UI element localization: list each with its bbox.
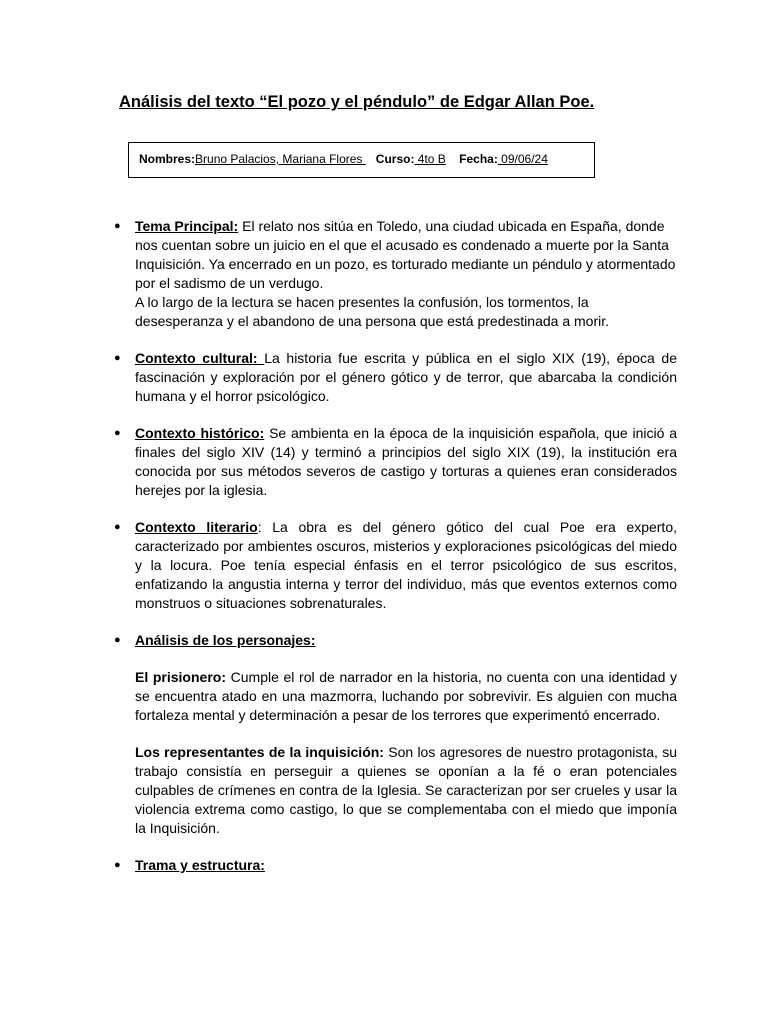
tema-label: Tema Principal: [135,218,239,234]
literario-text: : La obra es del género gótico del cual Poe era experto, caracterizado por ambientes oscuros, misterios y exploraciones psicológicas del miedo y la locura. Poe tenía especial énfasis en el terror psicológico de sus escritos, enfatizando la angustia interna y terror del individuo, más que eventos externos como monstruos o situaciones sobrenaturales. [135,519,677,611]
list-item-contexto-literario [114,518,677,613]
document-title: Análisis del texto “El pozo y el péndulo” de Edgar Allan Poe. [119,93,595,111]
bullet-icon: ● [114,859,121,871]
historico-text: Se ambienta en la época de la inquisición española, que inició a finales del siglo XIV (14) y terminó a principios del siglo XIX (19), la institución era conocida por sus métodos severos de castigo y torturas a quienes eran considerados herejes por la iglesia. [135,425,677,498]
trama-heading [135,856,677,875]
bullet-icon: ● [114,352,121,364]
literario-label: Contexto literario [135,519,258,535]
list-item-contexto-cultural [114,349,677,406]
student-info-line [139,152,548,166]
bullet-icon: ● [114,427,121,439]
analysis-list [114,217,678,893]
nombres-label: Nombres: [139,152,196,166]
curso-label: Curso: [375,152,415,166]
historico-label: Contexto histórico: [135,425,265,441]
list-item-analisis-personajes [114,631,678,838]
tema-paragraph-2: A lo largo de la lectura se hacen presentes la confusión, los tormentos, la desesperanza y el abandono de una persona que está predestinada a morir. [135,294,610,329]
cultural-text: La historia fue escrita y pública en el siglo XIX (19), época de fascinación y exploración por el género gótico y de terror, que abarcaba la condición humana y el horror psicológico. [135,350,677,404]
bullet-icon: ● [114,634,121,646]
inquisicion-name: Los representantes de la inquisición: [135,744,384,760]
inquisicion-text: Son los agresores de nuestro protagonista, su trabajo consistía en perseguir a quienes se oponían a la fé o eran potenciales culpables de crímenes en contra de la Iglesia. Se caracterizan por ser crueles y usar la violencia extrema como castigo, lo que se complementaba con el miedo que imponía la Inquisición. [135,744,677,836]
bullet-icon: ● [114,220,121,232]
list-item-trama-estructura [114,856,677,875]
prisionero-name: El prisionero: [135,669,226,685]
fecha-value: 09/06/24 [497,152,548,166]
historico-paragraph [135,424,677,500]
inquisicion-paragraph [135,743,677,838]
personajes-heading [135,631,677,650]
tema-paragraph [135,217,677,293]
prisionero-paragraph [135,668,677,725]
fecha-label: Fecha: [459,152,498,166]
bullet-icon: ● [114,521,121,533]
trama-label: Trama y estructura: [135,857,265,873]
cultural-label: Contexto cultural: [135,350,265,366]
nombres-value: Bruno Palacios, Mariana Flores [195,152,366,166]
list-item-tema-principal [114,217,677,331]
curso-value: 4to B [414,152,446,166]
list-item-contexto-historico [114,424,677,500]
tema-text: El relato nos sitúa en Toledo, una ciudad ubicada en España, donde nos cuentan sobre un juicio en el que el acusado es condenado a muerte por la Santa Inquisición. Ya encerrado en un pozo, es torturado mediante un péndulo y atormentado por el sadismo de un verdugo. [135,218,676,291]
literario-paragraph [135,518,677,613]
prisionero-text: Cumple el rol de narrador en la historia, no cuenta con una identidad y se encuentra atado en una mazmorra, luchando por sobrevivir. Es alguien con mucha fortaleza mental y determinación a pesar de los terrores que experimentó encerrado. [135,669,678,723]
personajes-label: Análisis de los personajes: [135,632,316,648]
cultural-paragraph [135,349,677,406]
student-info-box [128,142,595,178]
